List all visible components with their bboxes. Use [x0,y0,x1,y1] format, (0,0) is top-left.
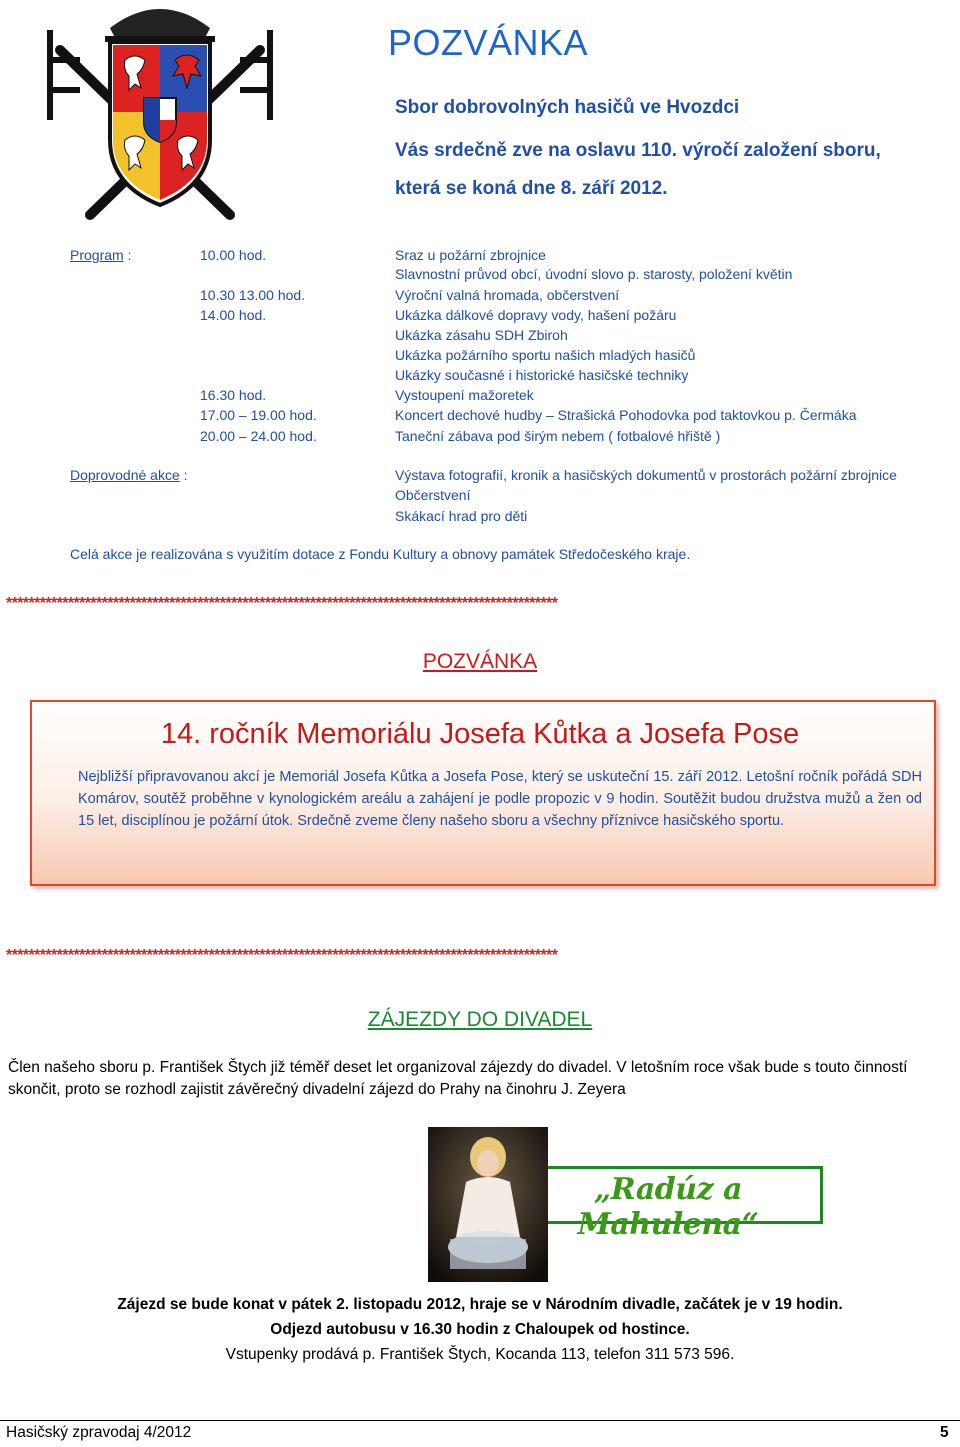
header-line-1: Sbor dobrovolných hasičů ve Hvozdci [395,97,740,118]
invitation-title: POZVÁNKA [388,22,589,63]
program-desc-4: Ukázka zásahu SDH Zbiroh [395,327,568,343]
accompanying-label: Doprovodné akce : [70,467,188,483]
program-time-7: 16.30 hod. [200,387,267,403]
program-time-2: 10.30 13.00 hod. [200,287,306,303]
footer-page-number: 5 [940,1424,949,1441]
trip-date-line: Zájezd se bude konat v pátek 2. listopadu 2012, hraje se v Národním divadle, začátek je v 19 hodin. [117,1296,843,1313]
program-desc-1: Slavnostní průvod obcí, úvodní slovo p. starosty, položení květin [395,266,793,282]
theatre-trips-text: Člen našeho sboru p. František Štych již téměř deset let organizoval zájezdy do divadel. V letošním roce však bude s touto činností skončit, proto se rozhodl zajistit závěrečný divadelní zájezd do Prahy na činohru J. Zeyera [8,1059,908,1098]
separator-stars-2: ************************************************************************************************** [6,947,558,964]
program-time-9: 20.00 – 24.00 hod. [200,428,317,444]
memorial-title: 14. ročník Memoriálu Josefa Kůtka a Josefa Pose [160,718,800,750]
program-desc-3: Ukázka dálkové dopravy vody, hašení požáru [395,307,677,323]
program-desc-8: Koncert dechové hudby – Strašická Pohodovka pod taktovkou p. Čermáka [395,407,857,423]
accompanying-item-0: Výstava fotografií, kronik a hasičských dokumentů v prostorách požární zbrojnice [395,467,897,483]
program-desc-9: Taneční zábava pod širým nebem ( fotbalové hřiště ) [395,428,721,444]
header-line-2: Vás srdečně zve na oslavu 110. výročí založení sboru, [395,140,881,161]
header-line-3: která se koná dne 8. září 2012. [395,178,668,199]
footer-divider [0,1420,960,1421]
program-desc-7: Vystoupení mažoretek [395,387,534,403]
subsidy-note: Celá akce je realizována s využitím dotace z Fondu Kultury a obnovy památek Středočeského kraje. [70,546,691,562]
program-desc-6: Ukázky současné i historické hasičské techniky [395,367,689,383]
separator-stars-1: ************************************************************************************************** [6,595,558,612]
program-desc-5: Ukázka požárního sportu našich mladých hasičů [395,347,696,363]
program-label: Program : [70,247,132,263]
memorial-invite-heading: POZVÁNKA [422,650,538,673]
program-time-8: 17.00 – 19.00 hod. [200,407,317,423]
accompanying-item-1: Občerstvení [395,487,471,503]
trip-departure-line: Odjezd autobusu v 16.30 hodin z Chaloupek od hostince. [270,1321,690,1338]
program-desc-0: Sraz u požární zbrojnice [395,247,546,263]
trip-tickets-line: Vstupenky prodává p. František Štych, Kocanda 113, telefon 311 573 596. [225,1346,735,1363]
program-time-3: 14.00 hod. [200,307,267,323]
program-desc-2: Výroční valná hromada, občerstvení [395,287,620,303]
accompanying-item-2: Skákací hrad pro děti [395,508,528,524]
program-time-0: 10.00 hod. [200,247,267,263]
play-title: „Radúz a Mahulena“ [577,1172,759,1242]
footer-publication: Hasičský zpravodaj 4/2012 [6,1424,192,1441]
memorial-text: Nejbližší připravovanou akcí je Memoriál Josefa Kůtka a Josefa Pose, který se uskuteční 15. září 2012. Letošní ročník pořádá SDH Komárov, soutěž proběhne v kynologickém areálu a zahájení je podle propozic v 9 hodin. Soutěžit budou družstva mužů a žen od 15 let, disciplínou je požární útok. Srdečně zveme členy našeho sboru a všechny příznivce hasičského sportu. [78,769,922,829]
theatre-trips-heading: ZÁJEZDY DO DIVADEL [367,1008,593,1031]
emblem-logo [40,0,280,220]
